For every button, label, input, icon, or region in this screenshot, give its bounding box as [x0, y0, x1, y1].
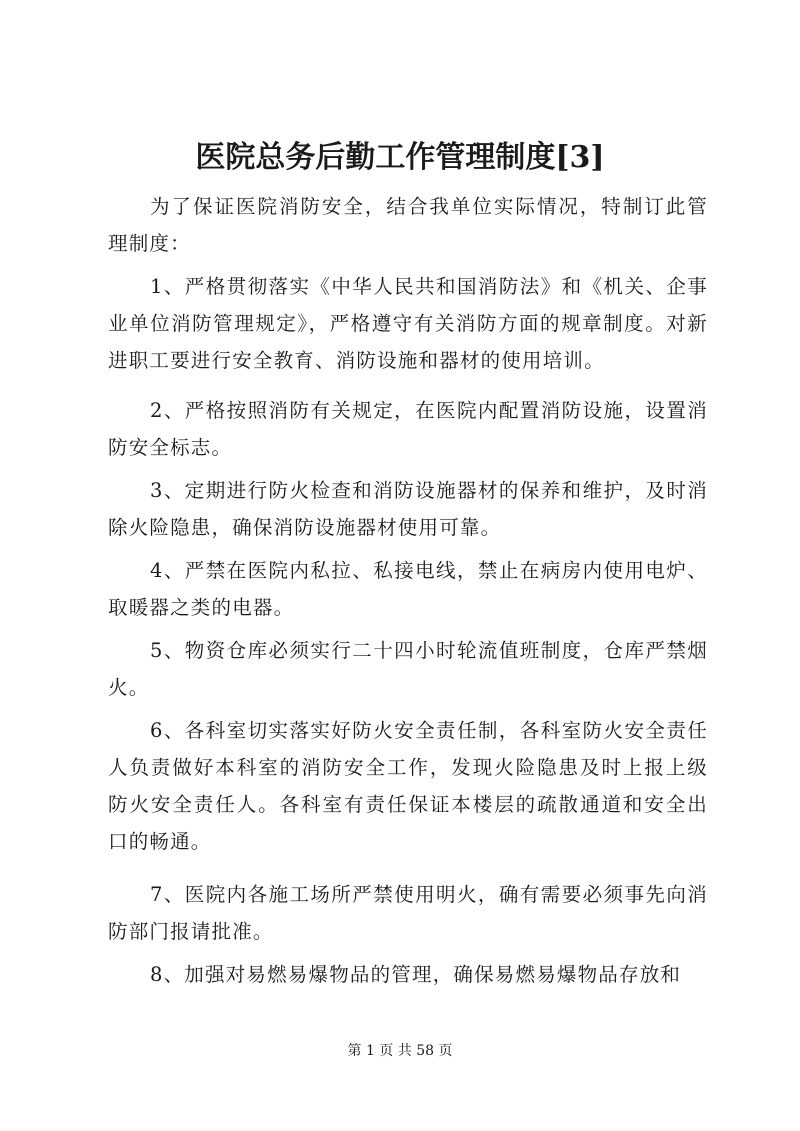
page-number-footer: 第 1 页 共 58 页 — [347, 1043, 453, 1059]
paragraph-item-1: 1、严格贯彻落实《中华人民共和国消防法》和《机关、企事业单位消防管理规定》，严格遵守有关消防方面的规章制度。对新进职工要进行安全教育、消防设施和器材的使用培训。 — [108, 275, 708, 372]
paragraph-item-6: 6、各科室切实落实好防火安全责任制，各科室防火安全责任人负责做好本科室的消防安全工作，发现火险隐患及时上报上级防火安全责任人。各科室有责任保证本楼层的疏散通道和安全出口的畅通。 — [108, 719, 708, 853]
paragraph-item-2: 2、严格按照消防有关规定，在医院内配置消防设施，设置消防安全标志。 — [108, 399, 708, 459]
paragraph-item-8: 8、加强对易燃易爆物品的管理，确保易燃易爆物品存放和 — [150, 963, 682, 986]
paragraph-item-5: 5、物资仓库必须实行二十四小时轮流值班制度，仓库严禁烟火。 — [108, 639, 708, 699]
paragraph-item-7: 7、医院内各施工场所严禁使用明火，确有需要必须事先向消防部门报请批准。 — [108, 883, 708, 943]
paragraph-item-4: 4、严禁在医院内私拉、私接电线，禁止在病房内使用电炉、取暖器之类的电器。 — [108, 559, 708, 619]
document-title: 医院总务后勤工作管理制度[3] — [195, 140, 605, 175]
paragraph-item-3: 3、定期进行防火检查和消防设施器材的保养和维护，及时消除火险隐患，确保消防设施器材使用可靠。 — [108, 479, 708, 539]
intro-paragraph: 为了保证医院消防安全，结合我单位实际情况，特制订此管理制度： — [108, 195, 708, 255]
